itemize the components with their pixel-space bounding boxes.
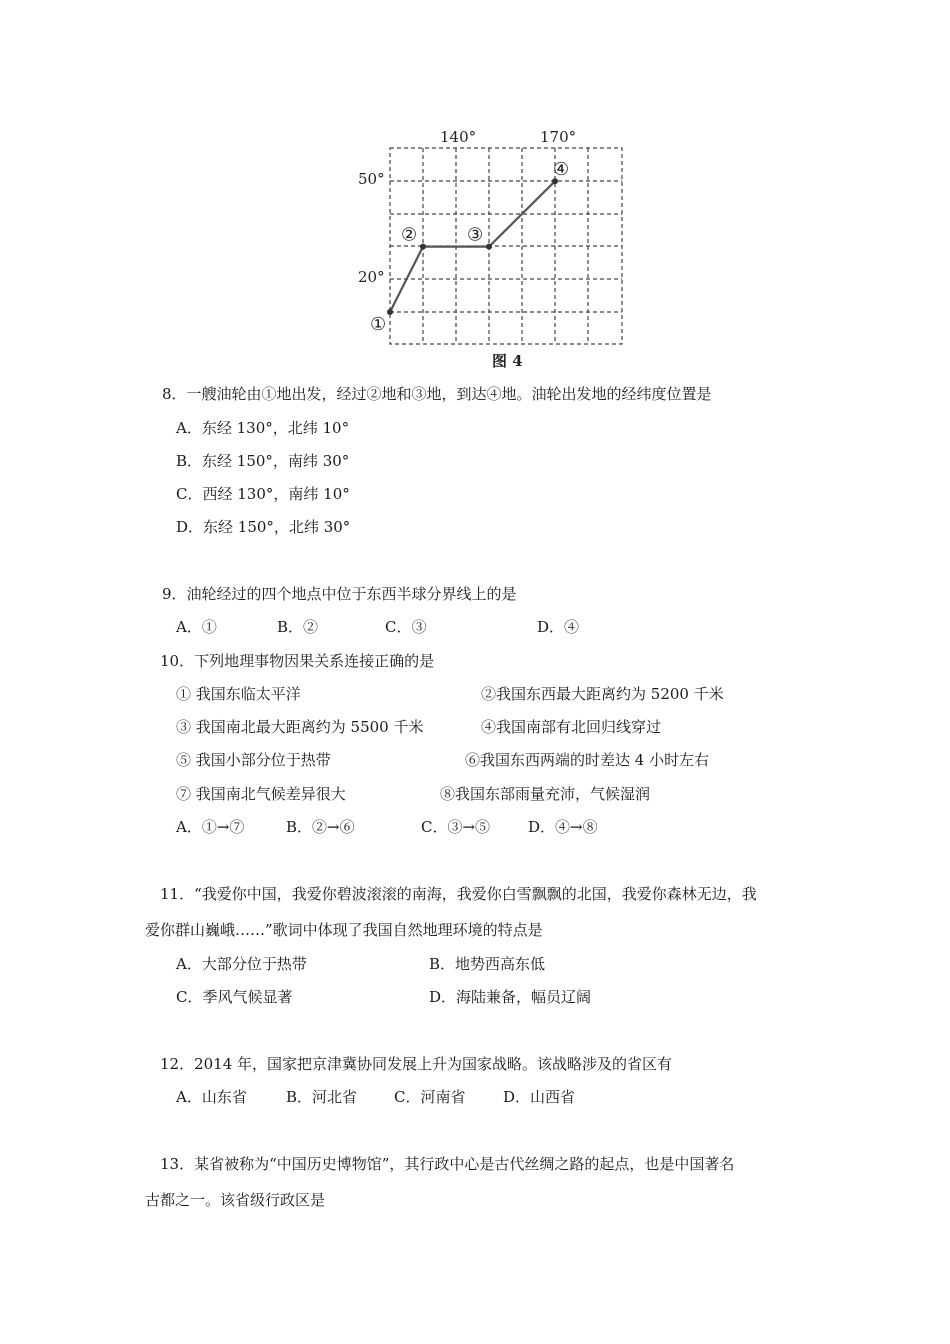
q9-option-b: B．② — [277, 618, 319, 636]
q10-option-a: A．①→⑦ — [176, 818, 245, 836]
lat-label-20: 20° — [358, 268, 385, 286]
q10-item-7: ⑦ 我国南北气候差异很大 — [176, 785, 346, 803]
q10-stem: 10．下列地理事物因果关系连接正确的是 — [160, 652, 435, 670]
route-point-label-1: ① — [370, 314, 387, 335]
q12-stem: 12．2014 年，国家把京津冀协同发展上升为国家战略。该战略涉及的省区有 — [160, 1055, 673, 1073]
q10-item-3: ③ 我国南北最大距离约为 5500 千米 — [176, 718, 424, 736]
q12-option-a: A．山东省 — [176, 1088, 247, 1106]
q11-option-b: B．地势西高东低 — [429, 955, 546, 973]
q10-item-6: ⑥我国东西两端的时差达 4 小时左右 — [465, 751, 710, 769]
q10-item-2: ②我国东西最大距离约为 5200 千米 — [481, 685, 724, 703]
q10-option-c: C．③→⑤ — [421, 818, 491, 836]
route-point-label-2: ② — [401, 224, 418, 246]
q10-item-1: ① 我国东临太平洋 — [176, 685, 301, 703]
lon-label-140: 140° — [440, 128, 477, 146]
q12-option-d: D．山西省 — [503, 1088, 576, 1106]
q8-stem: 8．一艘油轮由①地出发，经过②地和③地，到达④地。油轮出发地的经纬度位置是 — [162, 385, 712, 403]
q10-item-8: ⑧我国东部雨量充沛，气候湿润 — [440, 785, 651, 803]
figure-caption: 图 4 — [492, 352, 523, 370]
q9-option-a: A．① — [176, 618, 217, 636]
q9-option-c: C．③ — [385, 618, 427, 636]
route-point-1 — [387, 309, 393, 315]
route-map — [340, 118, 640, 378]
q10-option-b: B．②→⑥ — [286, 818, 355, 836]
q11-option-d: D．海陆兼备，幅员辽阔 — [429, 988, 592, 1006]
q10-option-d: D．④→⑧ — [528, 818, 598, 836]
q12-option-c: C．河南省 — [394, 1088, 466, 1106]
route-point-2 — [420, 244, 426, 250]
q11-stem-line2: 爱你群山巍峨……”歌词中体现了我国自然地理环境的特点是 — [145, 921, 543, 939]
q13-stem-line2: 古都之一。该省级行政区是 — [145, 1191, 326, 1209]
q8-option-b: B．东经 150°，南纬 30° — [176, 452, 350, 470]
figure-4 — [340, 118, 640, 378]
lon-label-170: 170° — [540, 128, 577, 146]
q11-option-c: C．季风气候显著 — [176, 988, 293, 1006]
q9-option-d: D．④ — [537, 618, 580, 636]
q13-stem-line1: 13．某省被称为“中国历史博物馆”，其行政中心是古代丝绸之路的起点，也是中国著名 — [160, 1155, 735, 1173]
lat-label-50: 50° — [358, 170, 385, 188]
route-point-label-3: ③ — [467, 224, 484, 246]
q8-option-c: C．西经 130°，南纬 10° — [176, 485, 350, 503]
q11-stem-line1: 11．“我爱你中国，我爱你碧波滚滚的南海，我爱你白雪飘飘的北国，我爱你森林无边，我 — [160, 885, 757, 903]
q10-item-5: ⑤ 我国小部分位于热带 — [176, 751, 331, 769]
route-point-3 — [486, 244, 492, 250]
q9-stem: 9．油轮经过的四个地点中位于东西半球分界线上的是 — [162, 585, 517, 603]
q10-item-4: ④我国南部有北回归线穿过 — [481, 718, 662, 736]
q11-option-a: A．大部分位于热带 — [176, 955, 307, 973]
q8-option-a: A．东经 130°，北纬 10° — [176, 419, 350, 437]
q12-option-b: B．河北省 — [286, 1088, 358, 1106]
route-point-label-4: ④ — [553, 159, 570, 181]
q8-option-d: D．东经 150°，北纬 30° — [176, 518, 351, 536]
